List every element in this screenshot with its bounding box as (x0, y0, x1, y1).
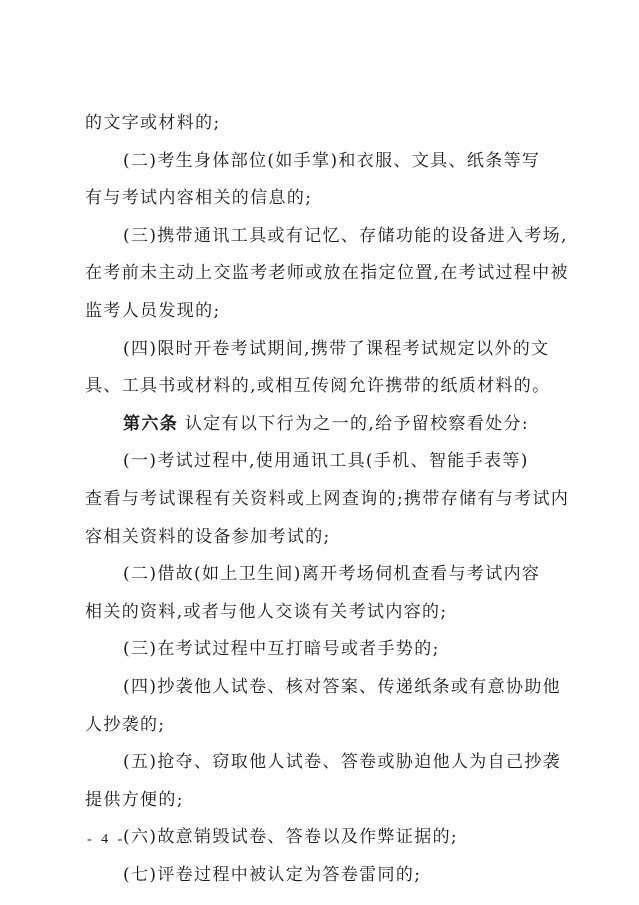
text-line: (四)抄袭他人试卷、核对答案、传递纸条或有意协助他 (123, 676, 562, 697)
article-title: 第六条 (123, 413, 179, 434)
text-line: (七)评卷过程中被认定为答卷雷同的; (123, 864, 422, 885)
text-line: 容相关资料的设备参加考试的; (85, 526, 331, 547)
text-line: (三)在考试过程中互打暗号或者手势的; (123, 639, 440, 660)
text-line: (五)抢夺、窃取他人试卷、答卷或胁迫他人为自己抄袭 (123, 752, 562, 773)
text-line: (四)限时开卷考试期间,携带了课程考试规定以外的文 (123, 338, 550, 359)
text-line: 具、工具书或材料的,或相互传阅允许携带的纸质材料的。 (85, 376, 551, 397)
text-line: (六)故意销毁试卷、答卷以及作弊证据的; (123, 827, 458, 848)
article-spacer (178, 414, 185, 434)
text-line: 提供方便的; (85, 789, 184, 810)
text-line: 在考前未主动上交监考老师或放在指定位置,在考试过程中被 (85, 263, 569, 284)
text-line: (二)借故(如上卫生间)离开考场伺机查看与考试内容 (123, 564, 541, 585)
article-six-line (85, 414, 560, 435)
text-line: 的文字或材料的; (85, 113, 221, 133)
text-line: (二)考生身体部位(如手掌)和衣服、文具、纸条等写 (123, 150, 541, 171)
text-line: 人抄袭的; (85, 714, 166, 735)
article-text: 认定有以下行为之一的,给予留校察看处分: (184, 413, 529, 434)
text-line: 监考人员发现的; (85, 300, 221, 321)
page-number: - 4 - (87, 832, 126, 847)
text-line: (一)考试过程中,使用通讯工具(手机、智能手表等) (123, 451, 529, 472)
text-line: 查看与考试课程有关资料或上网查询的;携带存储有与考试内 (85, 488, 570, 509)
document-body (85, 113, 570, 902)
text-line: (三)携带通讯工具或有记忆、存储功能的设备进入考场, (123, 225, 568, 246)
text-line: 有与考试内容相关的信息的; (85, 188, 313, 209)
text-line: 相关的资料,或者与他人交谈有关考试内容的; (85, 601, 448, 622)
